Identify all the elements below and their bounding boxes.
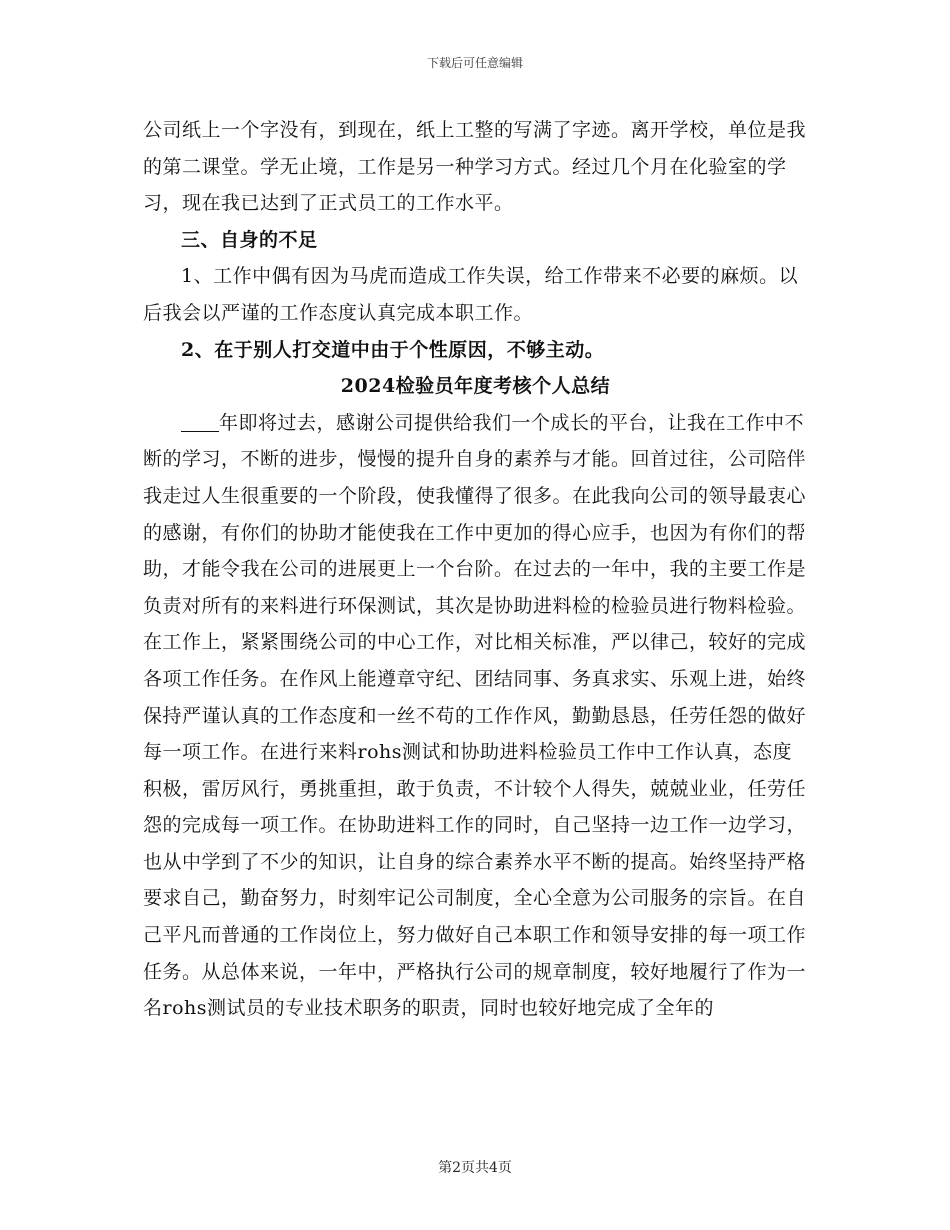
paragraph-shortcoming-1: 1、工作中偶有因为马虎而造成工作失误，给工作带来不必要的麻烦。以后我会以严谨的工作态度认真完成本职工作。 — [143, 265, 799, 324]
blank-year-underline — [181, 413, 219, 432]
page-footer: 第2页共4页 — [438, 1160, 512, 1176]
paragraph-shortcoming-2: 2、在于别人打交道中由于个性原因，不够主动。 — [181, 338, 605, 361]
page-header: 下载后可任意编辑 — [426, 56, 523, 70]
document-body — [143, 112, 808, 1027]
section-heading-shortcomings: 三、自身的不足 — [181, 228, 318, 251]
document-title: 2024检验员年度考核个人总结 — [340, 375, 611, 398]
paragraph-continuation: 公司纸上一个字没有，到现在，纸上工整的写满了字迹。离开学校，单位是我的第二课堂。学无止境，工作是另一种学习方式。经过几个月在化验室的学习，现在我已达到了正式员工的工作水平。 — [143, 119, 807, 215]
paragraph-summary-text: 年即将过去，感谢公司提供给我们一个成长的平台，让我在工作中不断的学习，不断的进步，慢慢的提升自身的素养与才能。回首过往，公司陪伴我走过人生很重要的一个阶段，使我懂得了很多。在此我向公司的领导最衷心的感谢，有你们的协助才能使我在工作中更加的得心应手，也因为有你们的帮助，才能令我在公司的进展更上一个台阶。在过去的一年中，我的主要工作是负责对所有的来料进行环保测试，其次是协助进料检的检验员进行物料检验。在工作上，紧紧围绕公司的中心工作，对比相关标准，严以律己，较好的完成各项工作任务。在作风上能遵章守纪、团结同事、务真求实、乐观上进，始终保持严谨认真的工作态度和一丝不苟的工作作风，勤勤恳恳，任劳任怨的做好每一项工作。在进行来料rohs测试和协助进料检验员工作中工作认真，态度积极，雷厉风行，勇挑重担，敢于负责，不计较个人得失，兢兢业业，任劳任怨的完成每一项工作。在协助进料工作的同时，自己坚持一边工作一边学习，也从中学到了不少的知识，让自身的综合素养水平不断的提高。始终坚持严格要求自己，勤奋努力，时刻牢记公司制度，全心全意为公司服务的宗旨。在自己平凡而普通的工作岗位上，努力做好自己本职工作和领导安排的每一项工作任务。从总体来说，一年中，严格执行公司的规章制度，较好地履行了作为一名rohs测试员的专业技术职务的职责，同时也较好地完成了全年的 — [143, 411, 807, 1020]
paragraph-summary — [143, 405, 808, 1027]
